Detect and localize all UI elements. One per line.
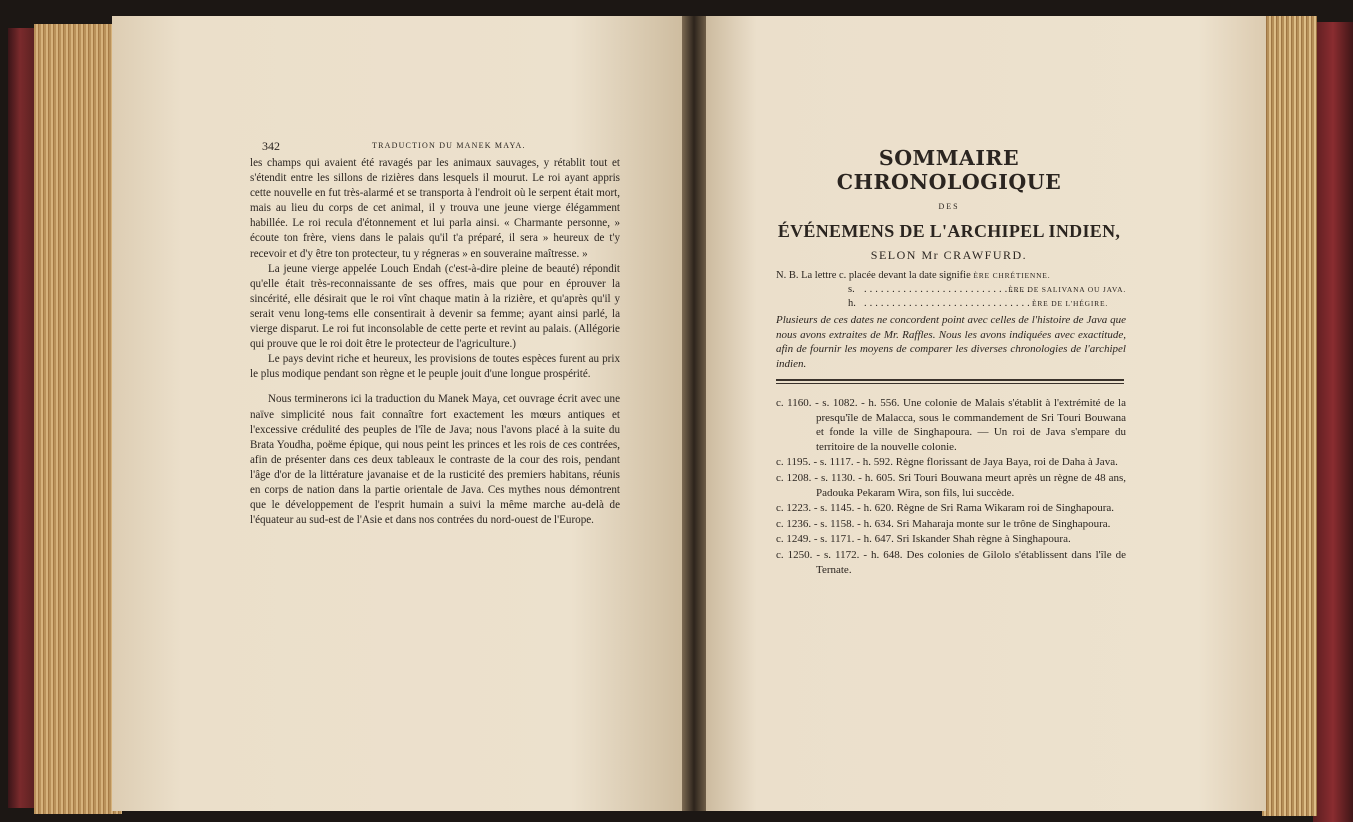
paragraph: Nous terminerons ici la traduction du Manek Maya, cet ouvrage écrit avec une naïve simplicité nous fait connaître fort exactement les mœurs antiques et l'excessive crédulité des peuples de l'île de Java; nous l'avons placé à la suite du Brata Youdha, poëme épique, qui nous peint les princes et les rois de ces contrées, afin de présenter dans ces deux tableaux le contraste de la cour des rois, pendant l'âge d'or de la littérature javanaise et de la rusticité des premiers habitans, réunis en corps de nation dans la partie orientale de Java. Ces mythes nous démontrent que le développement de l'esprit humain a suivi la même marche au-delà de l'équateur au sud-est de l'Asie et dans nos contrées du nord-ouest de l'Europe. [250, 393, 620, 527]
list-item: c. 1250. - s. 1172. - h. 648. Des colonies de Gilolo s'établissent dans l'île de Ternate. [776, 548, 1126, 576]
abbr-meaning-c: ÈRE CHRÉTIENNE. [973, 271, 1051, 280]
divider-rule-thin [776, 383, 1124, 384]
abbr-letter-s: s. [848, 284, 855, 295]
book-gutter [682, 16, 706, 811]
left-page-text [250, 156, 620, 528]
paragraph: Le pays devint riche et heureux, les provisions de toutes espèces furent au prix le plus modique pendant son règne et le peuple jouit d'une longue prospérité. [250, 353, 620, 381]
page-edges-left [34, 24, 122, 814]
page-subtitle: ÉVÉNEMENS DE L'ARCHIPEL INDIEN, [777, 221, 1121, 241]
list-item: c. 1208. - s. 1130. - h. 605. Sri Touri Bouwana meurt après un règne de 48 ans, Padouka Pekaram Wira, son fils, lui succède. [776, 471, 1126, 499]
abbreviation-legend [776, 269, 1126, 311]
page-number: 342 [262, 139, 280, 153]
title-block [768, 146, 1130, 263]
paragraph: les champs qui avaient été ravagés par les animaux sauvages, y rétablit tout et s'étendit entre les sillons de rizières dans lesquels il mourut. Le roi ayant appris cette nouvelle en fut très-alarmé et se transporta à l'endroit où le serpent était mort, mais au lieu du corps de cet animal, il y trouva une jeune vierge élégamment habillée. Le roi recula d'étonnement et lui parla ainsi. « Charmante personne, » écoute ton frère, viens dans le palais qu'il t'a préparé, il sera » heureux de t'y recevoir et d'y être ton protecteur, tu y régneras » en souveraine maîtresse. » [250, 157, 620, 260]
leader-dots: .............................. [864, 284, 1033, 295]
list-item: c. 1223. - s. 1145. - h. 620. Règne de Sri Rama Wikaram roi de Singhapoura. [776, 502, 1115, 515]
paragraph: La jeune vierge appelée Louch Endah (c'est-à-dire pleine de beauté) répondit qu'elle était très-reconnaissante de ses offres, mais que pour en éprouver la sincérité, elle désirait que le roi vînt chaque matin à la rizière, et qu'après qu'il y serait venu long-tems elle consentirait à devenir sa femme; ayant ainsi parlé, la vierge disparut. Le roi fut inconsolable de cette perte et revint au palais. (Allégorie qui prouve que le roi doit être le protecteur de l'agriculture.) [250, 262, 620, 351]
page-title: SOMMAIRE CHRONOLOGIQUE [836, 146, 1062, 194]
book-cover-right [1313, 22, 1353, 822]
list-item: c. 1160. - s. 1082. - h. 556. Une colonie de Malais s'établit à l'extrémité de la presqu'île de Malacca, sous le commandement de Sri Touri Bouwana et fonde la ville de Singhapoura. — Un roi de Java s'empare du territoire de la nouvelle colonie. [776, 397, 1126, 453]
title-des: DES [938, 202, 960, 211]
left-page-header [262, 139, 622, 154]
chronology-entries [776, 396, 1126, 578]
leader-dots: .............................. [864, 298, 1033, 309]
list-item: c. 1195. - s. 1117. - h. 592. Règne florissant de Jaya Baya, roi de Daha à Java. [776, 456, 1118, 469]
running-head: TRADUCTION DU MANEK MAYA. [372, 141, 526, 150]
page-edges-right [1262, 16, 1317, 816]
divider-rule [776, 379, 1124, 381]
list-item: c. 1249. - s. 1171. - h. 647. Sri Iskander Shah règne à Singhapoura. [776, 533, 1071, 546]
abbr-meaning-s: ÈRE DE SALIVANA OU JAVA. [1008, 285, 1126, 294]
chronology-note: Plusieurs de ces dates ne concordent point avec celles de l'histoire de Java que nous avons extraites de Mr. Raffles. Nous les avons indiquées avec exactitude, afin de fournir les moyens de comparer les diverses chronologies de l'archipel indien. [776, 314, 1126, 370]
abbr-letter-h: h. [848, 298, 856, 309]
author-line: SELON Mr CRAWFURD. [870, 248, 1028, 262]
list-item: c. 1236. - s. 1158. - h. 634. Sri Maharaja monte sur le trône de Singhapoura. [776, 517, 1111, 530]
abbr-meaning-h: ÈRE DE L'HÉGIRE. [1032, 299, 1109, 308]
nb-intro: N. B. La lettre c. placée devant la date signifie [776, 270, 971, 281]
